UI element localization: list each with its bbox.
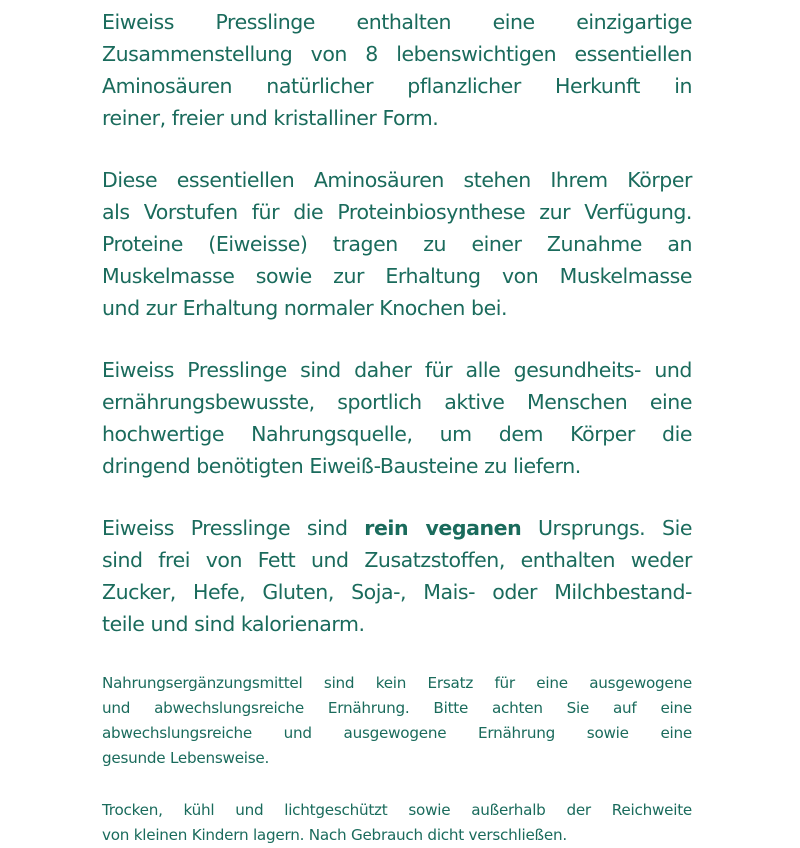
text-line: Aminosäuren natürlicher pflanzlicher Herkunft in — [102, 74, 692, 98]
text-line: Zucker, Hefe, Gluten, Soja-, Mais- oder Milchbestand- — [102, 580, 692, 604]
text-line: und zur Erhaltung normaler Knochen bei. — [102, 296, 508, 320]
main-text — [102, 6, 692, 640]
paragraph-amino-acids — [102, 164, 692, 324]
text-line: und abwechslungsreiche Ernährung. Bitte achten Sie auf eine — [102, 699, 692, 717]
text-line: abwechslungsreiche und ausgewogene Ernährung sowie eine — [102, 724, 692, 742]
text-line: Nahrungsergänzungsmittel sind kein Ersatz für eine ausgewogene — [102, 674, 692, 692]
text-line: gesunde Lebensweise. — [102, 749, 270, 767]
text-line: teile und sind kalorienarm. — [102, 612, 365, 636]
note-supplement-disclaimer — [102, 671, 692, 771]
text-segment: Eiweiss Presslinge sind — [102, 516, 365, 540]
paragraph-target-group — [102, 354, 692, 482]
text-line: sind frei von Fett und Zusatzstoffen, enthalten weder — [102, 548, 692, 572]
text-line: Zusammenstellung von 8 lebenswichtigen essentiellen — [102, 42, 692, 66]
text-line: Eiweiss Presslinge sind daher für alle gesundheits- und — [102, 358, 692, 382]
text-segment: Ursprungs. Sie — [521, 516, 692, 540]
text-line: Eiweiss Presslinge enthalten eine einzigartige — [102, 10, 692, 34]
text-line: dringend benötigten Eiweiß-Bausteine zu liefern. — [102, 454, 581, 478]
notes — [102, 671, 692, 848]
paragraph-intro — [102, 6, 692, 134]
product-description — [102, 6, 692, 848]
text-line: von kleinen Kindern lagern. Nach Gebrauch dicht verschließen. — [102, 826, 567, 844]
text-line: Proteine (Eiweisse) tragen zu einer Zunahme an — [102, 232, 692, 256]
text-line: Trocken, kühl und lichtgeschützt sowie außerhalb der Reichweite — [102, 801, 692, 819]
text-line: Diese essentiellen Aminosäuren stehen Ihrem Körper — [102, 168, 692, 192]
emphasis-vegan: rein veganen — [364, 516, 522, 540]
paragraph-vegan — [102, 512, 692, 640]
text-line: ernährungsbewusste, sportlich aktive Menschen eine — [102, 390, 692, 414]
text-line: Muskelmasse sowie zur Erhaltung von Muskelmasse — [102, 264, 692, 288]
text-line: als Vorstufen für die Proteinbiosynthese zur Verfügung. — [102, 200, 692, 224]
text-line: hochwertige Nahrungsquelle, um dem Körper die — [102, 422, 692, 446]
text-line — [102, 512, 692, 544]
text-line: reiner, freier und kristalliner Form. — [102, 106, 439, 130]
note-storage — [102, 798, 692, 848]
